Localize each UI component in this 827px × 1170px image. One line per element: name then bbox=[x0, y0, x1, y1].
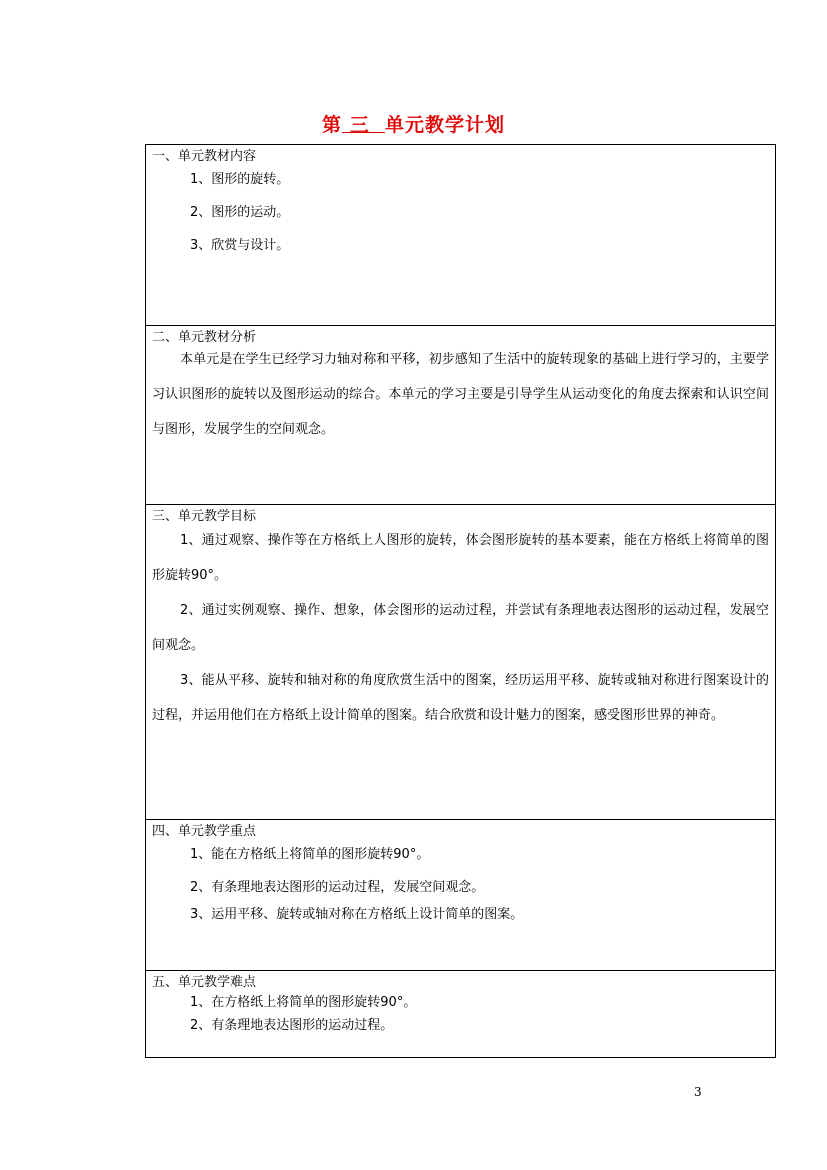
section-heading: 四、单元教学重点 bbox=[152, 824, 257, 839]
list-item: 1、通过观察、操作等在方格纸上人图形的旋转，体会图形旋转的基本要素，能在方格纸上将简单的图形旋转90°。 bbox=[152, 533, 769, 583]
page-number: 3 bbox=[694, 1085, 702, 1099]
list-item: 3、能从平移、旋转和轴对称的角度欣赏生活中的图案，经历运用平移、旋转或轴对称进行图案设计的过程，并运用他们在方格纸上设计简单的图案。结合欣赏和设计魅力的图案，感受图形世界的神奇。 bbox=[152, 673, 769, 723]
list-item: 2、图形的运动。 bbox=[190, 205, 290, 220]
title-unit-number: 三 bbox=[349, 114, 370, 136]
list-item: 3、运用平移、旋转或轴对称在方格纸上设计简单的图案。 bbox=[190, 907, 524, 922]
section-content bbox=[146, 145, 776, 326]
plan-table bbox=[145, 144, 776, 1058]
page-title bbox=[0, 110, 827, 137]
list-item: 2、有条理地表达图形的运动过程。 bbox=[190, 1018, 394, 1033]
section-heading: 二、单元教材分析 bbox=[152, 330, 257, 345]
list-item: 2、有条理地表达图形的运动过程，发展空间观念。 bbox=[190, 880, 485, 895]
list-item: 1、能在方格纸上将简单的图形旋转90°。 bbox=[190, 847, 430, 862]
list-item: 1、图形的旋转。 bbox=[190, 172, 290, 187]
title-suffix: 单元教学计划 bbox=[384, 114, 505, 136]
section-heading: 五、单元教学难点 bbox=[152, 975, 257, 990]
section-heading: 三、单元教学目标 bbox=[152, 509, 257, 524]
list-item: 1、在方格纸上将简单的图形旋转90°。 bbox=[190, 995, 417, 1010]
section-key-points bbox=[146, 820, 776, 971]
list-item: 2、通过实例观察、操作、想象，体会图形的运动过程，并尝试有条理地表达图形的运动过程，发展空间观念。 bbox=[152, 603, 769, 653]
section-difficulties bbox=[146, 971, 776, 1058]
list-item: 3、欣赏与设计。 bbox=[190, 238, 290, 253]
section-analysis bbox=[146, 326, 776, 505]
section-goals bbox=[146, 505, 776, 820]
section-heading: 一、单元教材内容 bbox=[152, 149, 257, 164]
paragraph: 本单元是在学生已经学习力轴对称和平移，初步感知了生活中的旋转现象的基础上进行学习的，主要学习认识图形的旋转以及图形运动的综合。本单元的学习主要是引导学生从运动变化的角度去探索和认识空间与图形，发展学生的空间观念。 bbox=[152, 352, 769, 437]
title-prefix: 第 bbox=[322, 114, 343, 136]
